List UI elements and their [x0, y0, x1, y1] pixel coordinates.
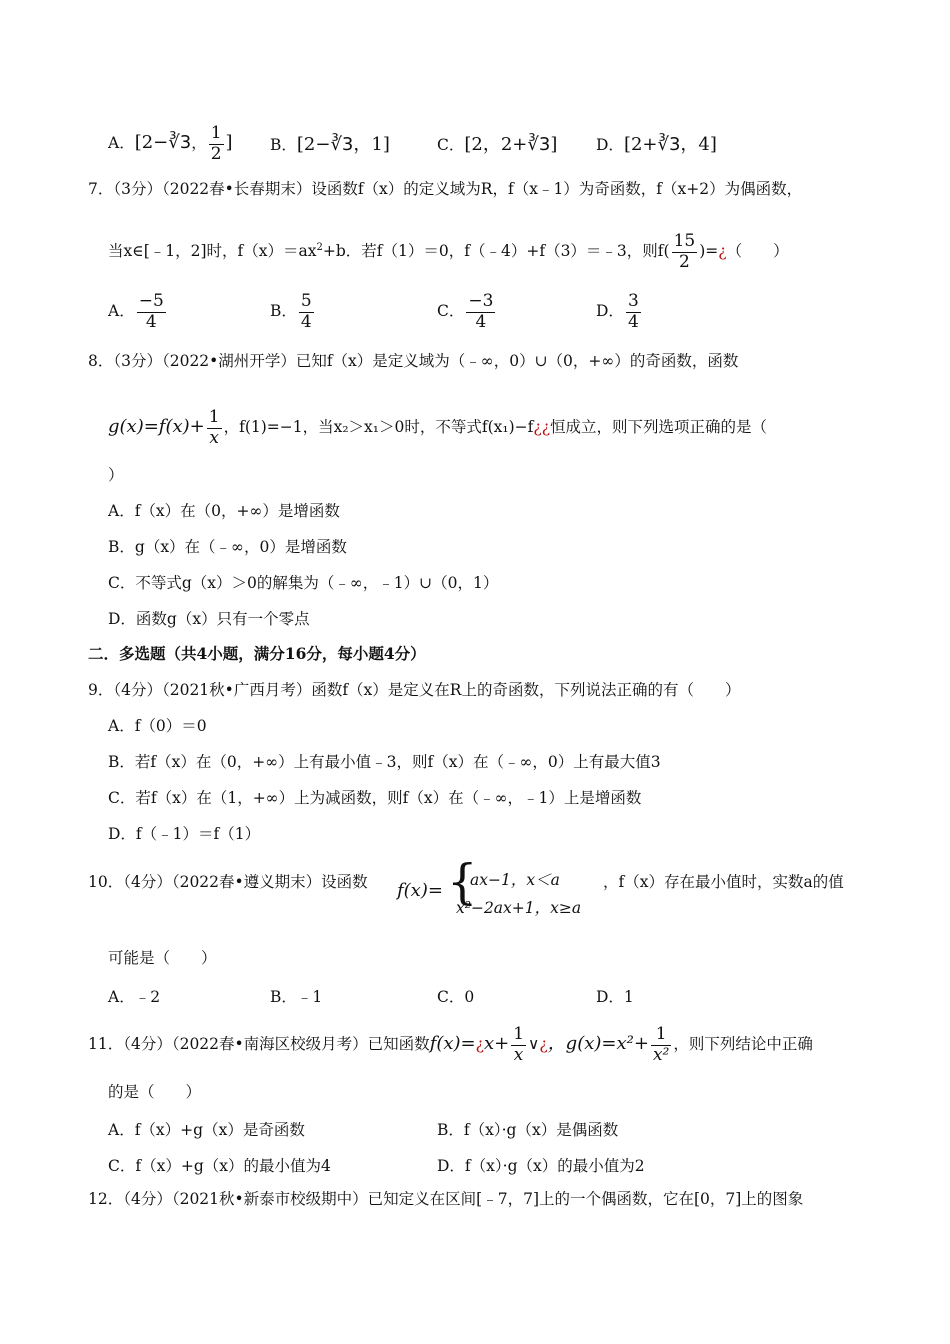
q8-option-d: D．函数g（x）只有一个零点 [108, 610, 310, 628]
option-label: A． [108, 302, 135, 321]
option-label: D． [596, 136, 624, 154]
option-text: ，1] [353, 134, 390, 155]
q10-function-lhs: f(x)= [397, 880, 443, 901]
q6-option-c [437, 130, 557, 156]
q10-case-1: ax−1，x＜a [470, 871, 560, 889]
q11-option-c: C．f（x）+g（x）的最小值为4 [108, 1157, 331, 1175]
cube-root: ∛3 [168, 132, 192, 154]
text: （ ） [726, 242, 789, 261]
q9-option-c: C．若f（x）在（1，+∞）上为减函数，则f（x）在（﹣∞，﹣1）上是增函数 [108, 789, 642, 807]
q6-option-a [108, 124, 233, 164]
fraction [651, 1025, 671, 1065]
garbled-glyph: ¿¿ [533, 418, 551, 437]
text: ∨ [528, 1035, 540, 1054]
denominator: 2 [678, 251, 690, 272]
q7-option-a [108, 292, 168, 332]
text: x+ [483, 1033, 510, 1055]
garbled-glyph: ¿ [475, 1035, 484, 1054]
option-text: ，4] [680, 134, 717, 155]
option-label: C． [437, 136, 465, 154]
fraction [209, 124, 224, 164]
q11-option-a: A．f（x）+g（x）是奇函数 [108, 1121, 305, 1139]
q8-stem-line1: 8．（3分）（2022•湖州开学）已知f（x）是定义域为（﹣∞，0）∪（0，+∞）的奇函数，函数 [88, 352, 739, 370]
option-text: ] [225, 132, 233, 154]
q9-option-a: A．f（0）＝0 [108, 717, 207, 735]
cube-root: ∛3 [527, 134, 551, 155]
text: g(x)=f(x)+ [108, 416, 205, 438]
denominator: x [209, 427, 219, 448]
text: ，则下列结论中正确 [673, 1035, 813, 1054]
cube-root: ∛3 [657, 134, 681, 155]
q7-stem-line2 [108, 232, 789, 272]
text: ，g(x)=x²+ [547, 1033, 649, 1055]
q6-option-d [596, 130, 717, 156]
option-label: B． [270, 302, 297, 321]
q8-option-b: B．g（x）在（﹣∞，0）是增函数 [108, 538, 347, 556]
option-label: D． [596, 302, 624, 321]
numerator: 1 [513, 1024, 525, 1044]
option-label: A． [108, 134, 135, 153]
numerator: 1 [208, 407, 220, 427]
fraction [137, 292, 166, 332]
q10-option-b: B．﹣1 [270, 988, 323, 1006]
q9-option-d: D．f（﹣1）＝f（1） [108, 825, 261, 843]
q8-option-c: C．不等式g（x）＞0的解集为（﹣∞，﹣1）∪（0，1） [108, 574, 499, 592]
garbled-glyph: ¿ [539, 1035, 548, 1054]
numerator: −3 [468, 291, 494, 311]
option-text: ] [550, 134, 558, 155]
q10-option-c: C．0 [437, 988, 475, 1006]
q8-stem-line3: ） [108, 466, 124, 484]
q10-stem-part2: ，f（x）存在最小值时，实数a的值 [603, 873, 844, 891]
q7-option-c [437, 292, 497, 332]
brace-symbol: { [447, 854, 478, 910]
fraction [207, 408, 222, 448]
fraction [466, 292, 495, 332]
q11-option-d: D．f（x）·g（x）的最小值为2 [437, 1157, 645, 1175]
denominator: x² [652, 1044, 670, 1065]
fraction [299, 292, 314, 332]
option-text: [2− [134, 132, 169, 154]
option-label: B． [270, 136, 297, 154]
numerator: 15 [673, 231, 696, 251]
q8-option-a: A．f（x）在（0，+∞）是增函数 [108, 502, 340, 520]
text: 当x∈[﹣1，2]时，f（x）＝ax [108, 242, 317, 261]
q9-stem: 9．（4分）（2021秋•广西月考）函数f（x）是定义在R上的奇函数，下列说法正确的有（ ） [88, 681, 741, 699]
text: ，f(1)=−1，当x₂＞x₁＞0时，不等式f(x₁)−f [223, 418, 534, 437]
option-label: C． [437, 302, 465, 321]
fraction [626, 292, 641, 332]
q11-option-b: B．f（x）·g（x）是偶函数 [437, 1121, 619, 1139]
text: 恒成立，则下列选项正确的是（ [550, 418, 768, 437]
q8-stem-line2 [108, 408, 767, 448]
q10-option-a: A．﹣2 [108, 988, 161, 1006]
numerator: 1 [210, 123, 222, 143]
q9-option-b: B．若f（x）在（0，+∞）上有最小值﹣3，则f（x）在（﹣∞，0）上有最大值3 [108, 753, 661, 771]
fraction [672, 232, 698, 272]
section-heading: 二．多选题（共4小题，满分16分，每小题4分） [88, 644, 426, 663]
q10-case-2: x²−2ax+1，x≥a [456, 899, 582, 917]
denominator: 2 [210, 143, 222, 164]
q12-stem: 12．（4分）（2021秋•新泰市校级期中）已知定义在区间[﹣7，7]上的一个偶函数，它在[0，7]上的图象 [88, 1190, 804, 1208]
q11-stem-line1 [88, 1025, 813, 1065]
q10-option-d: D．1 [596, 988, 634, 1006]
numerator: 3 [627, 291, 639, 311]
q11-stem-line2: 的是（ ） [108, 1083, 202, 1101]
q10-stem-line2: 可能是（ ） [108, 949, 217, 967]
q7-option-d [596, 292, 643, 332]
option-text: [2+ [623, 134, 658, 155]
q7-option-b [270, 292, 316, 332]
numerator: 5 [300, 291, 312, 311]
text: 11．（4分）（2022春•南海区校级月考）已知函数 [88, 1035, 430, 1054]
numerator: 1 [651, 1025, 671, 1046]
option-text: [2− [296, 134, 331, 155]
option-text: [2，2+ [464, 134, 528, 155]
numerator: −5 [138, 291, 164, 311]
text: +b．若f（1）＝0，f（﹣4）+f（3）＝﹣3，则f( [322, 242, 670, 261]
text: f(x)= [429, 1033, 476, 1055]
denominator: 4 [300, 311, 312, 332]
denominator: 4 [475, 311, 487, 332]
garbled-glyph: ¿ [718, 242, 727, 261]
text: )= [699, 242, 719, 261]
fraction [511, 1025, 526, 1065]
q10-stem-part1: 10．（4分）（2022春•遵义期末）设函数 [88, 873, 368, 891]
denominator: x [513, 1044, 524, 1065]
denominator: 4 [627, 311, 639, 332]
q7-stem-line1: 7．（3分）（2022春•长春期末）设函数f（x）的定义域为R，f（x﹣1）为奇函数，f（x+2）为偶函数， [88, 180, 803, 198]
option-text: ， [191, 134, 207, 153]
superscript: 2 [316, 241, 323, 253]
denominator: 4 [145, 311, 157, 332]
cube-root: ∛3 [330, 134, 354, 155]
q6-option-b [270, 130, 390, 156]
